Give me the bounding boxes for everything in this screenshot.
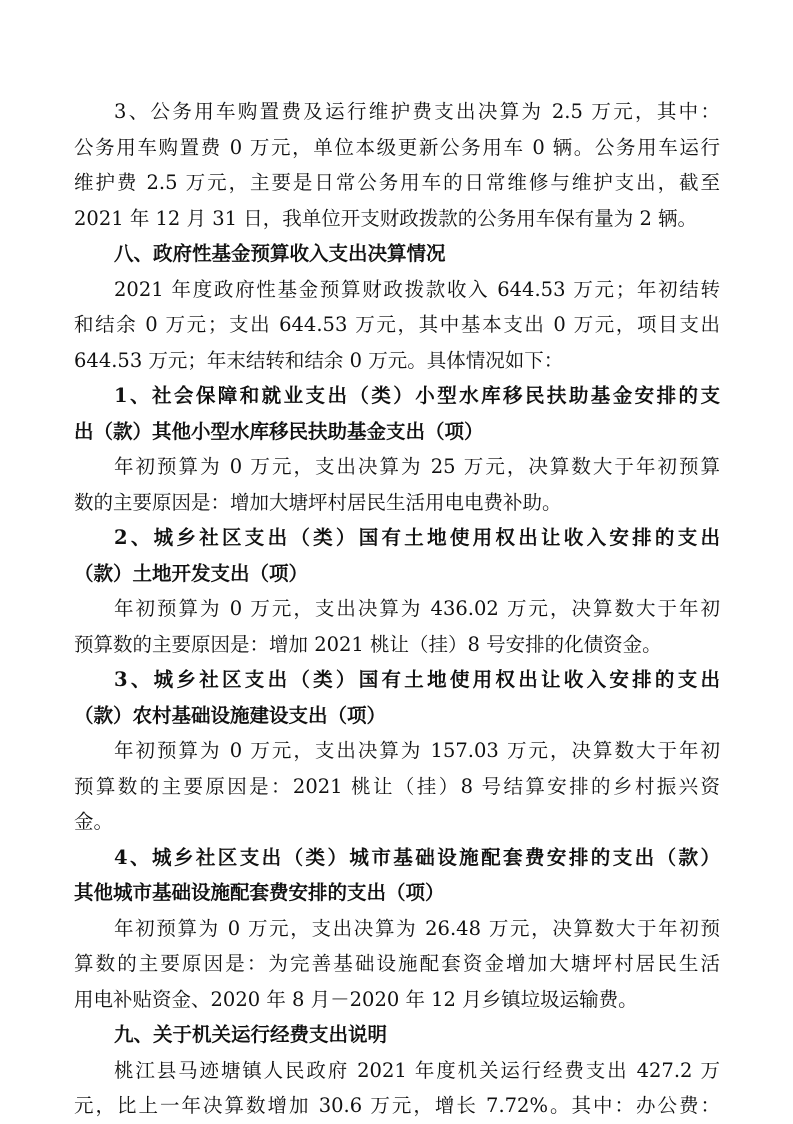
paragraph-line: 年初预算为 0 万元，支出决算为 25 万元，决算数大于年初预算 bbox=[114, 455, 720, 478]
section-heading-line: 1、社会保障和就业支出（类）小型水库移民扶助基金安排的支 bbox=[114, 384, 720, 407]
paragraph-line: 644.53 万元；年末结转和结余 0 万元。具体情况如下： bbox=[74, 348, 564, 372]
paragraph-line: 用电补贴资金、2020 年 8 月－2020 年 12 月乡镇垃圾运输费。 bbox=[74, 987, 638, 1011]
paragraph-line: 元，比上一年决算数增加 30.6 万元，增长 7.72%。其中：办公费： bbox=[74, 1094, 720, 1117]
paragraph-line: 桃江县马迹塘镇人民政府 2021 年度机关运行经费支出 427.2 万 bbox=[114, 1058, 720, 1082]
paragraph-line: 公务用车购置费 0 万元，单位本级更新公务用车 0 辆。公务用车运行 bbox=[74, 135, 720, 159]
paragraph-line: 年初预算为 0 万元，支出决算为 26.48 万元，决算数大于年初预 bbox=[114, 916, 720, 940]
paragraph-line: 3、公务用车购置费及运行维护费支出决算为 2.5 万元，其中： bbox=[114, 100, 720, 123]
section-heading-line: 出（款）其他小型水库移民扶助基金支出（项） bbox=[74, 419, 484, 443]
paragraph-line: 年初预算为 0 万元，支出决算为 436.02 万元，决算数大于年初 bbox=[114, 597, 720, 620]
document-body bbox=[74, 94, 720, 1124]
section-heading-line: 4、城乡社区支出（类）城市基础设施配套费安排的支出（款） bbox=[114, 845, 720, 869]
paragraph-line: 数的主要原因是：增加大塘坪村居民生活用电电费补助。 bbox=[74, 490, 562, 514]
section-heading-line: 3、城乡社区支出（类）国有土地使用权出让收入安排的支出 bbox=[114, 668, 720, 691]
section-heading-line: 2、城乡社区支出（类）国有土地使用权出让收入安排的支出 bbox=[114, 526, 720, 549]
section-heading-line: 九、关于机关运行经费支出说明 bbox=[114, 1023, 388, 1046]
section-heading-line: （款）农村基础设施建设支出（项） bbox=[74, 703, 387, 727]
paragraph-line: 金。 bbox=[74, 810, 114, 833]
paragraph-line: 年初预算为 0 万元，支出决算为 157.03 万元，决算数大于年初 bbox=[114, 739, 720, 762]
section-heading-line: （款）土地开发支出（项） bbox=[74, 561, 309, 585]
paragraph-line: 维护费 2.5 万元，主要是日常公务用车的日常维修与维护支出，截至 bbox=[74, 171, 720, 194]
paragraph-line: 预算数的主要原因是：2021 桃让（挂）8 号结算安排的乡村振兴资 bbox=[74, 774, 720, 798]
paragraph-line: 2021 年 12 月 31 日，我单位开支财政拨款的公务用车保有量为 2 辆。 bbox=[74, 206, 698, 230]
section-heading-line: 八、政府性基金预算收入支出决算情况 bbox=[114, 242, 446, 265]
section-heading-line: 其他城市基础设施配套费安排的支出（项） bbox=[74, 881, 445, 904]
paragraph-line: 2021 年度政府性基金预算财政拨款收入 644.53 万元；年初结转 bbox=[114, 277, 720, 301]
paragraph-line: 算数的主要原因是：为完善基础设施配套资金增加大塘坪村居民生活 bbox=[74, 952, 720, 975]
paragraph-line: 和结余 0 万元；支出 644.53 万元，其中基本支出 0 万元，项目支出 bbox=[74, 313, 720, 336]
paragraph-line: 预算数的主要原因是：增加 2021 桃让（挂）8 号安排的化债资金。 bbox=[74, 632, 662, 656]
